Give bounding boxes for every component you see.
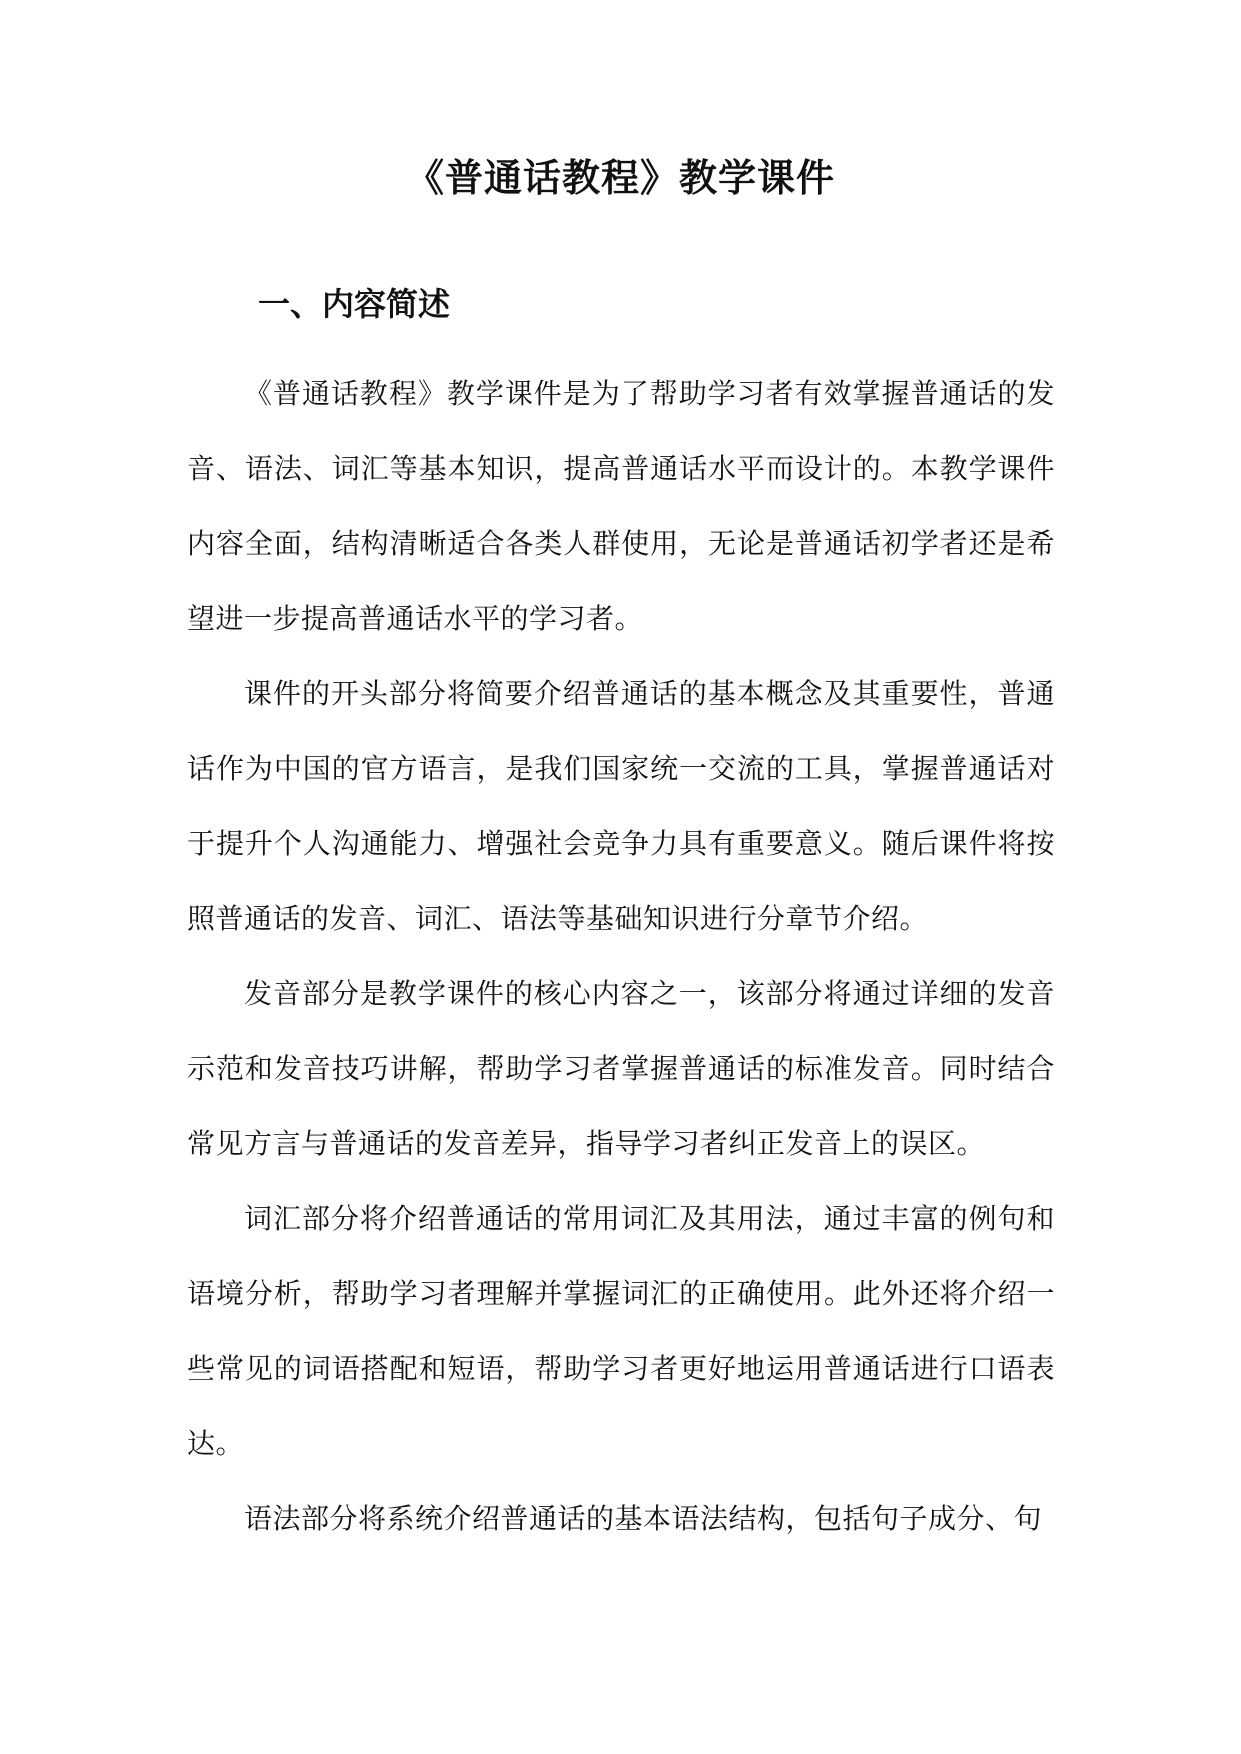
paragraph: 课件的开头部分将简要介绍普通话的基本概念及其重要性，普通话作为中国的官方语言，是我们国家统一交流的工具，掌握普通话对于提升个人沟通能力、增强社会竞争力具有重要意义。随后课件将按照普通话的发音、词汇、语法等基础知识进行分章节介绍。 [187, 677, 1055, 935]
paragraph: 发音部分是教学课件的核心内容之一，该部分将通过详细的发音示范和发音技巧讲解，帮助学习者掌握普通话的标准发音。同时结合常见方言与普通话的发音差异，指导学习者纠正发音上的误区。 [187, 977, 1055, 1160]
document-title: 《普通话教程》教学课件 [405, 155, 835, 200]
document-body [187, 356, 1055, 1556]
paragraph: 词汇部分将介绍普通话的常用词汇及其用法，通过丰富的例句和语境分析，帮助学习者理解并掌握词汇的正确使用。此外还将介绍一些常见的词语搭配和短语，帮助学习者更好地运用普通话进行口语表达。 [187, 1202, 1055, 1460]
paragraph: 《普通话教程》教学课件是为了帮助学习者有效掌握普通话的发音、语法、词汇等基本知识，提高普通话水平而设计的。本教学课件内容全面，结构清晰适合各类人群使用，无论是普通话初学者还是希望进一步提高普通话水平的学习者。 [187, 377, 1055, 635]
paragraph: 语法部分将系统介绍普通话的基本语法结构，包括句子成分、句 [244, 1502, 1043, 1535]
section-heading: 一、内容简述 [258, 285, 451, 323]
